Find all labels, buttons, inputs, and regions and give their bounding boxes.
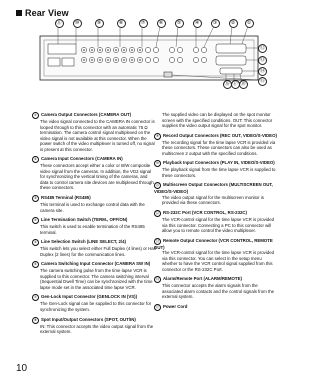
item-title — [32, 294, 156, 301]
item-number: ⑪ — [155, 183, 160, 188]
item-body: The video output signal for the multiscreen monitor is provided via these connectors. — [162, 194, 264, 206]
rear-panel-diagram — [34, 22, 266, 86]
section-title — [16, 8, 69, 18]
item-number: ① — [33, 113, 38, 117]
item-body: The Gen-Lock signal can be supplied to this connector for synchronizing the system. — [40, 301, 152, 313]
description-item — [32, 195, 156, 213]
callout-3: ③ — [211, 19, 220, 28]
callout-17: ⑰ — [232, 81, 238, 87]
callout-11: ⑪ — [56, 20, 62, 26]
section-title-text: Rear View — [25, 8, 69, 18]
item-title-text: Line Termination Switch (TERM., OFF/ON) — [41, 217, 128, 223]
item-number: ⑧ — [33, 317, 38, 322]
item-number: ② — [33, 157, 38, 162]
description-item — [154, 160, 278, 178]
rear-panel-illustration — [34, 22, 266, 86]
item-title-text: RS-232C Port (VCR CONTROL, RS-232C) — [163, 210, 247, 216]
callout-14: ⑭ — [259, 68, 265, 74]
callout-18: ⑱ — [240, 81, 246, 87]
bullet-square-icon — [16, 10, 22, 16]
item-title-text: Multiscreen Output Connectors (MULTISCREEN OUT, VIDEO/S-VIDEO) — [154, 182, 273, 195]
right-column — [154, 112, 278, 315]
item-body: The playback signal from the time lapse VCR is supplied to these connectors. — [162, 167, 276, 178]
item-number: ⑤ — [33, 240, 38, 245]
callout-9: ⑨ — [95, 19, 104, 28]
item-number: ⑥ — [33, 262, 38, 267]
item-title-text: RS485 Terminal (RS485) — [41, 195, 91, 201]
item-body: The VCR-control signal for the time lapse VCR is provided via this connector. Connecting a PC to this connector will allow you to remote control the video multiplexer. — [162, 217, 275, 234]
description-item — [32, 239, 156, 257]
item-title — [32, 112, 156, 119]
callout-4: ④ — [193, 19, 202, 28]
callout-6: ⑥ — [157, 19, 166, 28]
item-title-text: Record Output Connectors (REC OUT, VIDEO/S-VIDEO) — [163, 132, 277, 138]
description-item — [154, 210, 278, 234]
item-number: ④ — [33, 218, 38, 223]
callout-5: ⑤ — [175, 19, 184, 28]
item-number: ⑦ — [33, 295, 38, 300]
description-item — [32, 112, 156, 152]
page-number: 10 — [16, 363, 28, 374]
callout-13: ⑬ — [259, 57, 265, 63]
item-title — [154, 238, 278, 251]
description-item-continued — [154, 112, 278, 129]
item-body: The video signal connected to the CAMERA IN connector is looped through to this connector with an automatic 75 Ω termination. The camera control signal multiplexed on the video signal is not available at this connector. When the power switch of the video multiplexer is turned off, no signal is present at this connector. — [40, 119, 155, 152]
item-title — [32, 156, 156, 163]
item-title-text: Camera Switching Input Connector (CAMERA SW IN) — [41, 261, 151, 267]
description-item — [154, 276, 278, 300]
callout-15: ⑮ — [259, 78, 265, 84]
description-item — [32, 217, 156, 235]
callout-10: ⑩ — [73, 19, 82, 28]
item-title — [32, 261, 156, 268]
item-title — [154, 133, 278, 140]
description-item — [32, 317, 156, 335]
item-body: IN: This connector accepts the video output signal from the external system. — [40, 323, 154, 335]
callout-2: ② — [229, 19, 238, 28]
item-number: ⑭ — [155, 277, 160, 282]
callout-12: ⑫ — [259, 45, 265, 51]
item-title — [154, 304, 278, 311]
description-item — [154, 133, 278, 157]
item-title — [154, 276, 278, 283]
description-item — [154, 238, 278, 273]
item-number: ⑨ — [155, 133, 160, 138]
item-title-text: Alarm/Remote Port (ALARM/REMOTE) — [163, 276, 242, 282]
item-title-text: Playback Input Connectors (PLAY IN, VIDEO/S-VIDEO) — [163, 160, 275, 166]
item-number: ⑮ — [155, 305, 160, 310]
item-title-text: Camera Input Connectors (CAMERA IN) — [41, 156, 123, 162]
item-title-text: Power Cord — [163, 304, 188, 310]
description-item — [154, 182, 278, 206]
item-body: This terminal is used to exchange control data with the camera site. — [40, 202, 145, 213]
item-title — [32, 239, 156, 246]
item-body: The supplied video can be displayed on the spot monitor screen with the specified conditions. OUT: This connector supplies the video output signal for the spot monitor. — [162, 112, 273, 129]
description-item — [32, 156, 156, 191]
callout-7: ⑦ — [139, 19, 148, 28]
left-column — [32, 112, 156, 339]
item-body: The camera switching pulse from the time lapse VCR is supplied to this connector. The camera switching interval (Sequential Dwell Time) can be synchronized with the time lapse mode set in the associated time lapse VCR. — [40, 268, 153, 290]
callout-16: ⑯ — [224, 81, 230, 87]
item-body: These connectors accept either a color or B/W composite video signal from the cameras. In addition, the VD2 signal for synchronizing the vertical timing of the cameras, and data to control camera site devices are multiplexed through these connectors. — [40, 163, 154, 191]
item-title — [154, 182, 278, 195]
item-number: ⑬ — [155, 238, 160, 243]
item-number: ⑩ — [155, 161, 160, 166]
item-title-text: Camera Output Connectors (CAMERA OUT) — [41, 112, 132, 117]
item-body: This switch lets you select either Full Duplex (4 lines) or Half Duplex (2 lines) for the communication lines. — [40, 246, 156, 257]
item-title — [32, 195, 156, 202]
item-body: This connector accepts the alarm signals from the associated alarm contacts and the control signals from the external system. — [162, 283, 275, 300]
item-title-text: Spot Input/Output Connectors (SPOT, OUT/IN) — [41, 316, 136, 322]
item-number: ⑫ — [155, 211, 160, 216]
item-body: The recording signal for the time lapse VCR is provided via these connectors. These connectors can also be used as multiscreen 2 output with the specified conditions. — [162, 139, 276, 156]
item-body: The VCR-control signal for the time lapse VCR is provided via this connector. You can select in the setup menu whether to have the VCR control signal supplied from this connector or the RS-232C Port. — [162, 250, 275, 272]
item-title-text: Line Selection Switch (LINE SELECT, 2/4) — [41, 239, 126, 245]
description-item — [32, 294, 156, 312]
item-title — [32, 317, 156, 324]
item-title-text: Remote Output Connector (VCR CONTROL, REMOTE OUT) — [154, 237, 273, 250]
callout-1: ① — [245, 19, 254, 28]
callout-8: ⑧ — [117, 19, 126, 28]
description-item — [32, 261, 156, 290]
description-item — [154, 304, 278, 311]
item-title — [32, 217, 156, 224]
item-title — [154, 210, 278, 217]
item-body: This switch is used to enable termination of the RS485 terminal. — [40, 224, 145, 235]
item-number: ③ — [33, 196, 38, 201]
item-title — [154, 160, 278, 167]
item-title-text: Gen-Lock Input Connector (GENLOCK IN (VS)) — [41, 294, 138, 300]
